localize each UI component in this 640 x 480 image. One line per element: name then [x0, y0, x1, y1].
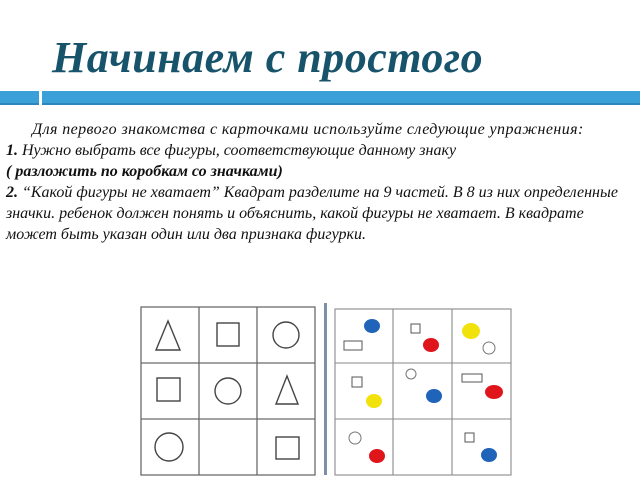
triangle-icon — [276, 376, 298, 404]
blue-dot — [426, 389, 442, 403]
rectangle-icon — [462, 374, 482, 382]
triangle-icon — [156, 321, 180, 350]
item-1-subtext: ( разложить по коробкам со значками) — [6, 163, 283, 180]
small-circle-icon — [483, 342, 495, 354]
intro-paragraph: Для первого знакомства с карточками используйте следующие упражнения: — [32, 121, 584, 138]
yellow-dot — [462, 323, 480, 339]
square-icon — [157, 378, 180, 401]
shape-grid-border — [141, 307, 315, 475]
item-1-text: Нужно выбрать все фигуры, соответствующие данному знаку — [18, 142, 457, 159]
divider-line — [324, 303, 327, 475]
slide-title: Начинаем с простого — [52, 33, 484, 82]
small-circle-icon — [406, 369, 416, 379]
square-icon — [217, 323, 239, 346]
shape-grid — [140, 306, 316, 476]
blue-dot — [364, 319, 380, 333]
item-1-number: 1. — [6, 142, 18, 159]
item-2-text: “Какой фигуры не хватает” Квадрат разделите на 9 частей. В 8 из них определенные значки. ребенок должен понять и объяснить, какой фигуры не хватает. В квадрате может быть указан один или два признака фигурки. — [6, 184, 618, 243]
header-bar-shadow — [0, 103, 640, 105]
rectangle-icon — [344, 341, 362, 350]
red-dot — [423, 338, 439, 352]
small-square-icon — [352, 377, 362, 387]
circle-icon — [155, 433, 183, 461]
item-1 — [6, 140, 632, 161]
small-circle-icon — [349, 432, 361, 444]
circle-icon — [215, 378, 241, 404]
circle-icon — [273, 322, 299, 348]
yellow-dot — [366, 394, 382, 408]
square-icon — [276, 437, 299, 459]
sign-grid — [334, 308, 512, 476]
blue-dot — [481, 448, 497, 462]
slide-text — [6, 119, 632, 245]
item-2-number: 2. — [6, 184, 18, 201]
item-2 — [6, 182, 632, 245]
header-bar-separator — [39, 85, 42, 107]
red-dot — [369, 449, 385, 463]
small-square-icon — [465, 433, 474, 442]
small-square-icon — [411, 324, 420, 333]
red-dot — [485, 385, 503, 399]
